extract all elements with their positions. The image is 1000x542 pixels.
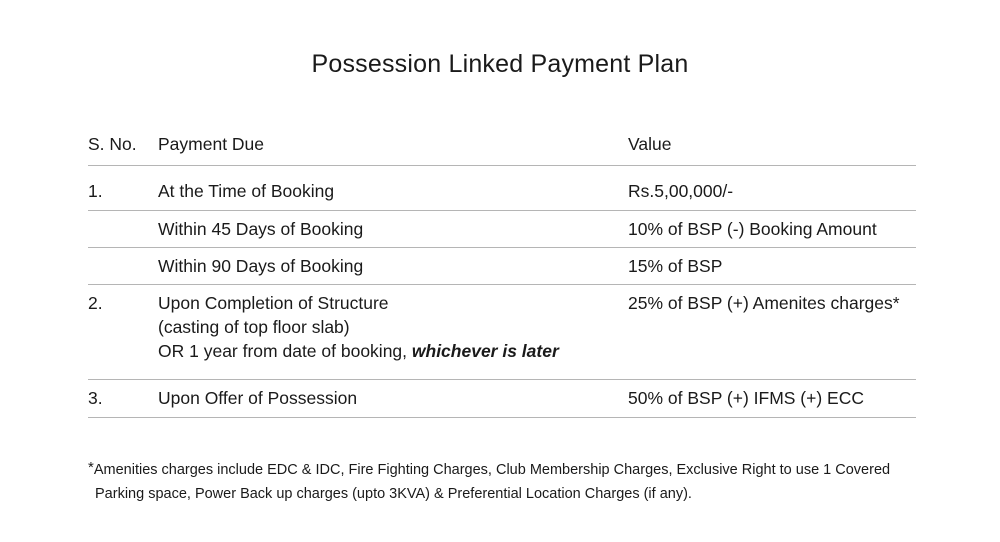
payment-due-line: Upon Completion of Structure (158, 293, 389, 313)
footnote-line-2: Parking space, Power Back up charges (upto 3KVA) & Preferential Location Charges (if any). (95, 486, 692, 502)
header-value: Value (628, 134, 672, 154)
row-sno: 3. (88, 388, 103, 408)
payment-due-text: OR 1 year from date of booking, (158, 341, 412, 361)
row-sno: 2. (88, 293, 103, 313)
row-payment-due (158, 291, 559, 363)
table-row (88, 380, 916, 418)
header-sno: S. No. (88, 134, 137, 154)
row-value: 15% of BSP (628, 256, 723, 276)
table-header-row (88, 128, 916, 166)
table-row (88, 248, 916, 285)
row-payment-due: Within 45 Days of Booking (158, 219, 364, 239)
payment-due-line: (casting of top floor slab) (158, 317, 350, 337)
row-payment-due: Within 90 Days of Booking (158, 256, 364, 276)
row-value: 25% of BSP (+) Amenites charges* (628, 293, 900, 313)
table-row (88, 211, 916, 248)
footnote (88, 456, 928, 506)
row-payment-due: Upon Offer of Possession (158, 388, 358, 408)
payment-due-emphasis: whichever is later (411, 341, 559, 361)
header-payment-due: Payment Due (158, 134, 265, 154)
footnote-asterisk: * (88, 459, 94, 476)
row-sno: 1. (88, 181, 103, 201)
row-value: 50% of BSP (+) IFMS (+) ECC (628, 388, 864, 408)
row-value: Rs.5,00,000/- (628, 181, 734, 201)
payment-due-line (158, 339, 559, 363)
row-value: 10% of BSP (-) Booking Amount (628, 219, 877, 239)
page-title: Possession Linked Payment Plan (311, 50, 689, 78)
table-row (88, 166, 916, 211)
table-row (88, 285, 916, 380)
footnote-line-1: Amenities charges include EDC & IDC, Fire Fighting Charges, Club Membership Charges, Exclusive Right to use 1 Covered (93, 462, 891, 478)
row-payment-due: At the Time of Booking (158, 181, 335, 201)
payment-plan-table (88, 128, 916, 418)
